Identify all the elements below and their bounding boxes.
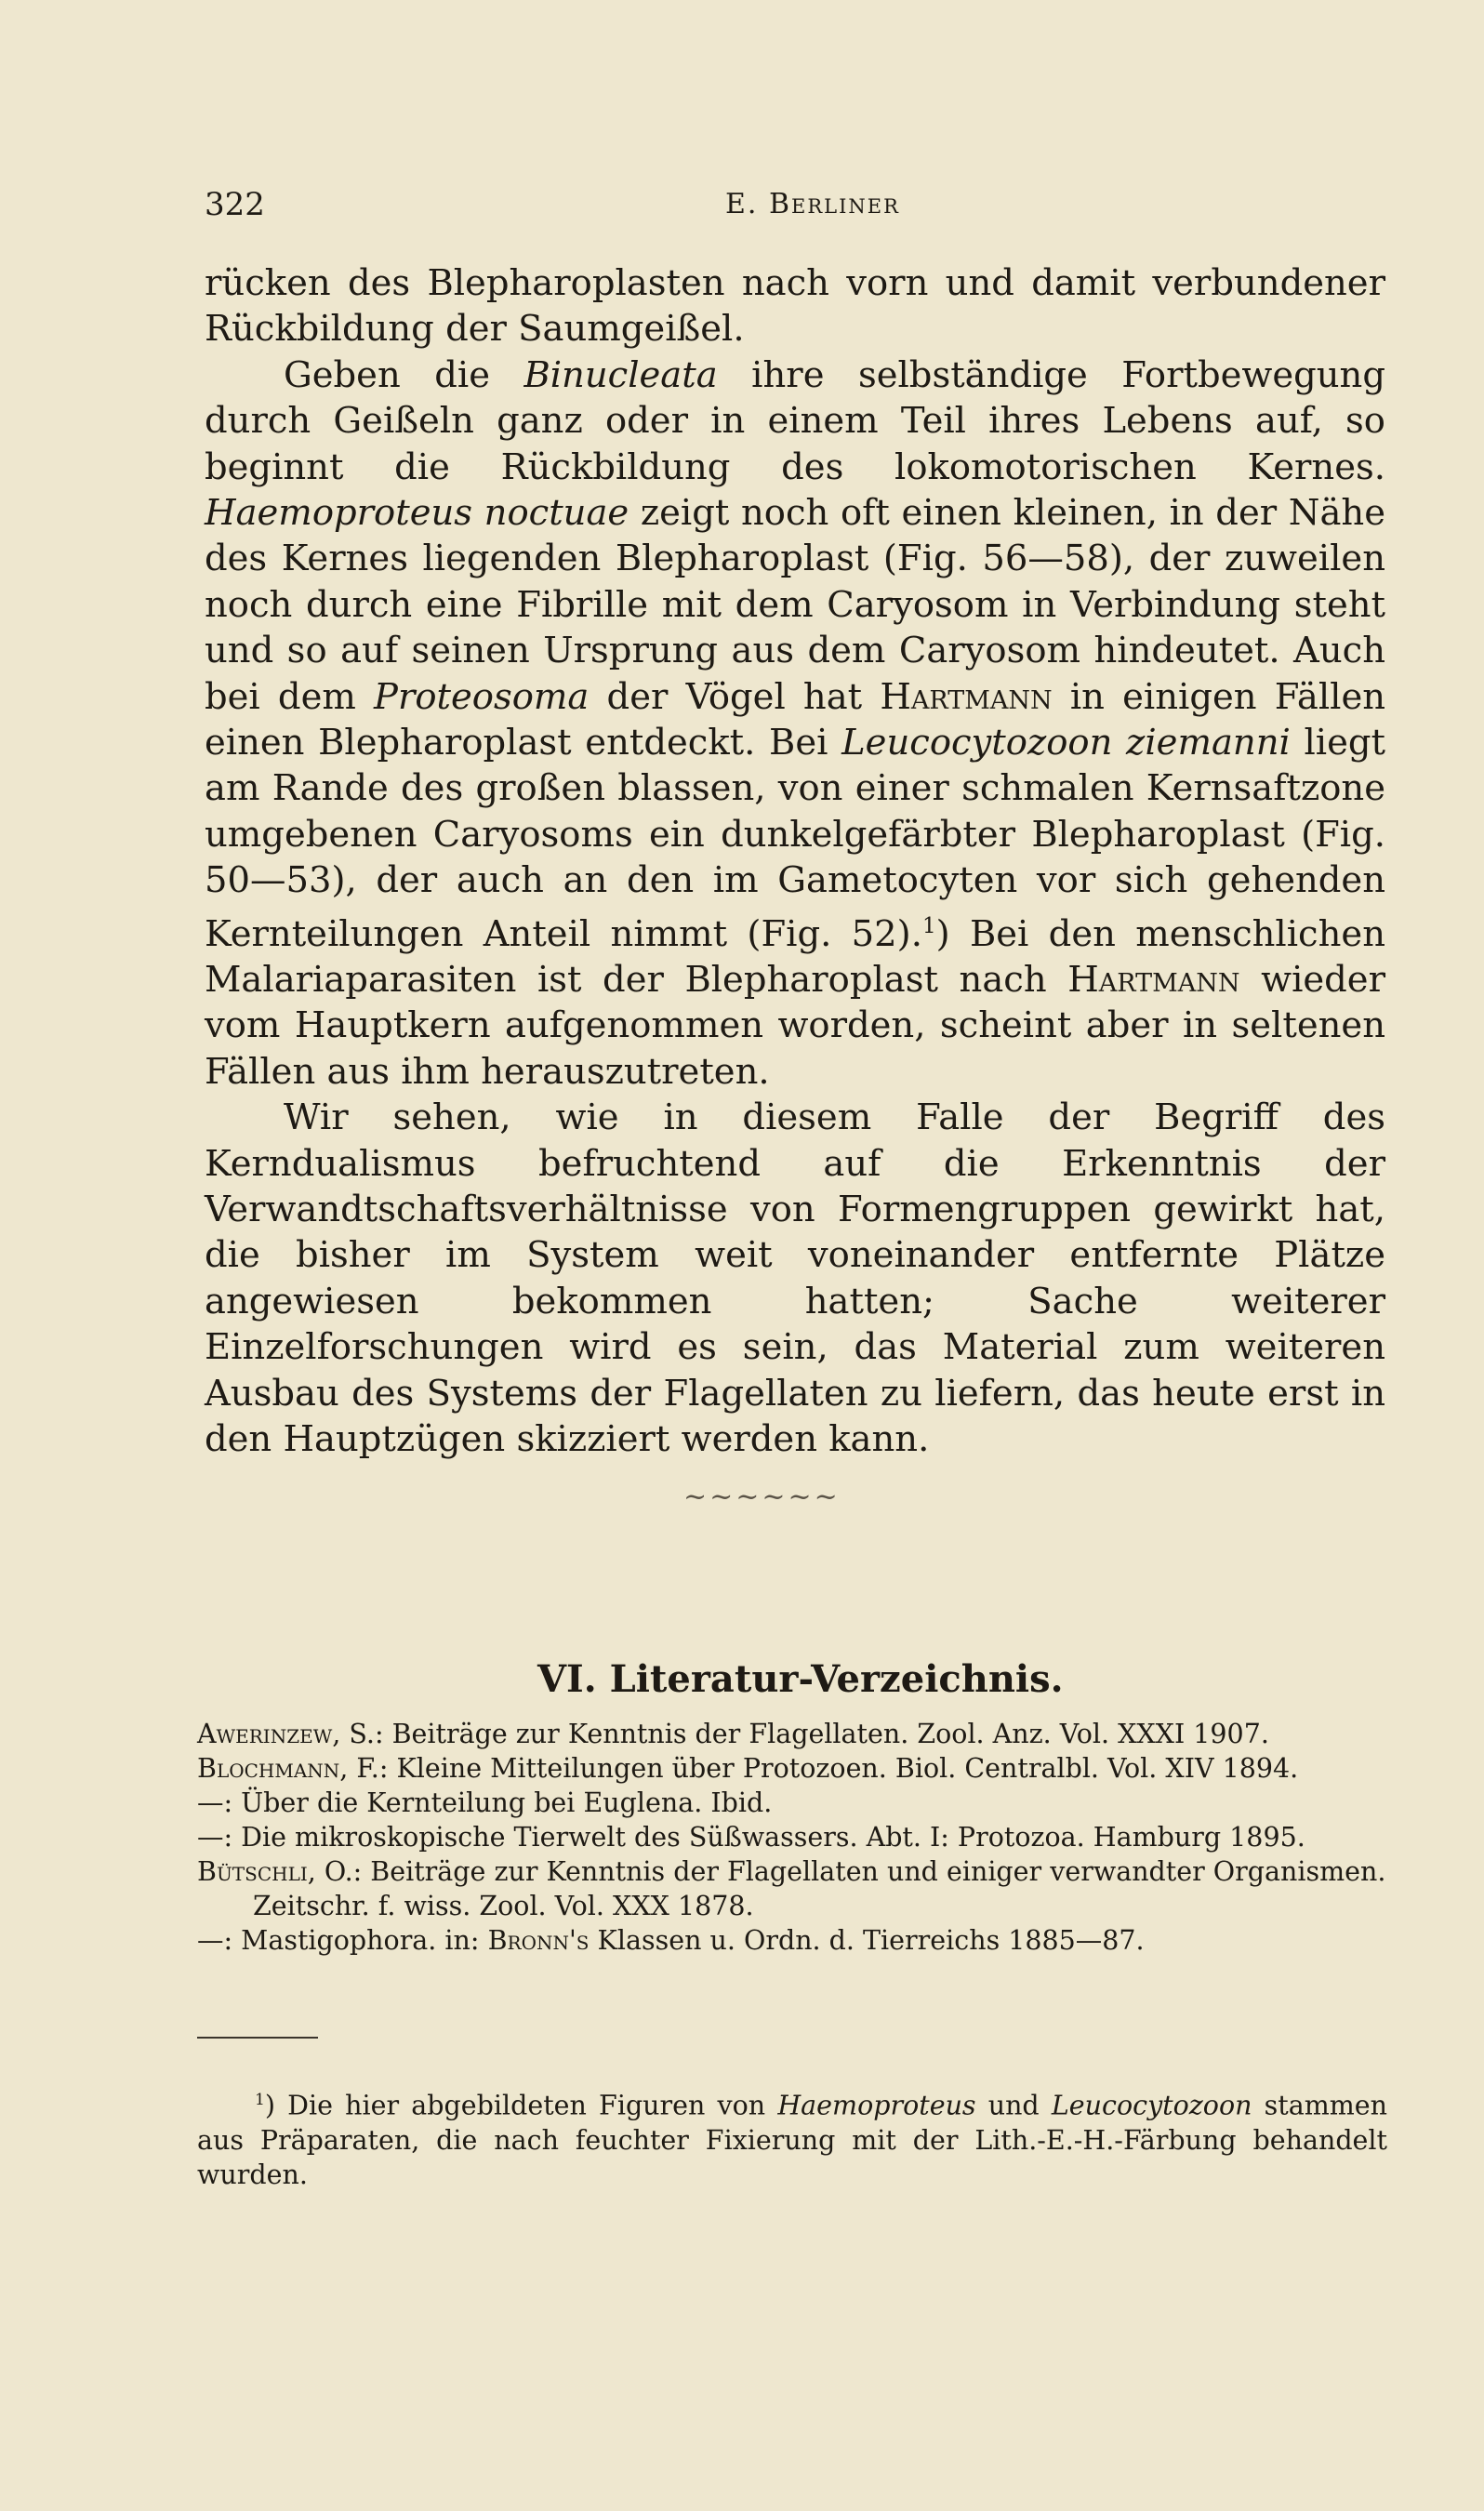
paragraph (205, 352, 1385, 1095)
text-run: in einigen Fällen einen Blepharoplast entdeckt. Bei (205, 675, 1386, 764)
page-header (205, 186, 1385, 232)
text-run: stammen aus Präparaten, die nach feuchter Fixierung mit der Lith.-E.-H.-Färbung behandelt wurden. (197, 2090, 1387, 2190)
literature-entry (197, 1751, 1387, 1786)
literature-entry (197, 1854, 1387, 1923)
author-name: Bronn's (487, 1925, 590, 1956)
literature-entry (197, 1820, 1387, 1854)
italic-term: Proteosoma (374, 675, 590, 718)
italic-term: Haemoproteus (777, 2090, 976, 2121)
paragraph (205, 1095, 1385, 1462)
literature-entry (197, 1923, 1387, 1958)
literature-entry (197, 1717, 1387, 1751)
text-run: Wir sehen, wie in diesem Falle der Begriff des Kerndualismus befruchtend auf die Erkenntnis der Verwandtschaftsverhältnisse von Formengruppen gewirkt hat, die bisher im System weit voneinander entfernte Plätze angewiesen bekommen hatten; Sache weiterer Einzelforschungen wird es sein, das Material zum weiteren Ausbau des Systems der Flagellaten zu liefern, das heute erst in den Hauptzügen skizziert werden kann. (205, 1096, 1385, 1460)
footnote-marker: 1 (921, 913, 936, 938)
author-name: Awerinzew, S. (197, 1719, 375, 1749)
text-run: wieder vom Hauptkern aufgenommen worden, scheint aber in seltenen Fällen aus ihm herauszutreten. (205, 958, 1385, 1093)
text-run: Klassen u. Ordn. d. Tierreichs 1885—87. (589, 1925, 1145, 1956)
footnote (197, 2083, 1387, 2192)
author-name: Bütschli, O. (197, 1856, 353, 1887)
author-name: Hartmann (1067, 958, 1240, 1001)
literature-heading: VI. Literatur-Verzeichnis. (537, 1657, 1064, 1701)
text-run: und (975, 2090, 1052, 2121)
text-run: ) Die hier abgebildeten Figuren von (264, 2090, 778, 2121)
text-run: zeigt noch oft einen kleinen, in der Nähe des Kernes liegenden Blepharoplast (Fig. 56—58), der zuweilen noch durch eine Fibrille mit dem Caryosom in Verbindung steht und so auf seinen Ursprung aus dem Caryosom hindeutet. Auch bei dem (205, 492, 1385, 718)
italic-term: Leucocytozoon (1051, 2090, 1252, 2121)
page-number: 322 (205, 186, 265, 223)
literature-list (197, 1717, 1387, 1958)
body-text (205, 260, 1385, 1462)
italic-term: Haemoproteus noctuae (205, 492, 629, 535)
text-run: Geben die (284, 353, 524, 396)
running-head: E. Berliner (725, 188, 900, 220)
text-run: : Beiträge zur Kenntnis der Flagellaten. Zool. Anz. Vol. XXXI 1907. (374, 1719, 1269, 1749)
author-name: Hartmann (880, 675, 1053, 718)
footnote-rule (197, 2037, 318, 2039)
text-run: liegt am Rande des großen blassen, von einer schmalen Kernsaftzone umgebenen Caryosoms ein dunkelgefärbter Blepharoplast (Fig. 50—53), der auch an den im Gametocyten vor sich gehenden Kernteilungen Anteil nimmt (Fig. 52). (205, 722, 1386, 955)
text-run: der Vögel hat (589, 675, 881, 718)
text-run: ) Bei den menschlichen Malariaparasiten ist der Blepharoplast nach (205, 912, 1385, 1001)
italic-term: Leucocytozoon ziemanni (841, 722, 1291, 764)
text-run: —: Mastigophora. in: (197, 1925, 488, 1956)
text-run: —: Über die Kernteilung bei Euglena. Ibid. (197, 1787, 773, 1818)
text-run: —: Die mikroskopische Tierwelt des Süßwassers. Abt. I: Protozoa. Hamburg 1895. (197, 1822, 1305, 1853)
paragraph (205, 260, 1385, 352)
section-divider: ~~~~~~ (683, 1481, 841, 1513)
author-name: Blochmann, F. (197, 1753, 379, 1784)
italic-term: Binucleata (523, 353, 718, 396)
text-run: rücken des Blepharoplasten nach vorn und damit verbundener Rückbildung der Saumgeißel. (205, 262, 1385, 351)
text-run: : Kleine Mitteilungen über Protozoen. Biol. Centralbl. Vol. XIV 1894. (378, 1753, 1299, 1784)
text-run: ihre selbständige Fortbewegung durch Geißeln ganz oder in einem Teil ihres Lebens auf, so beginnt die Rückbildung des lokomotorischen Kernes. (205, 353, 1385, 488)
text-run: : Beiträge zur Kenntnis der Flagellaten und einiger verwandter Organismen. Zeitschr. f. wiss. Zool. Vol. XXX 1878. (253, 1856, 1386, 1921)
literature-entry (197, 1786, 1387, 1820)
footnote-marker: 1 (255, 2091, 265, 2109)
